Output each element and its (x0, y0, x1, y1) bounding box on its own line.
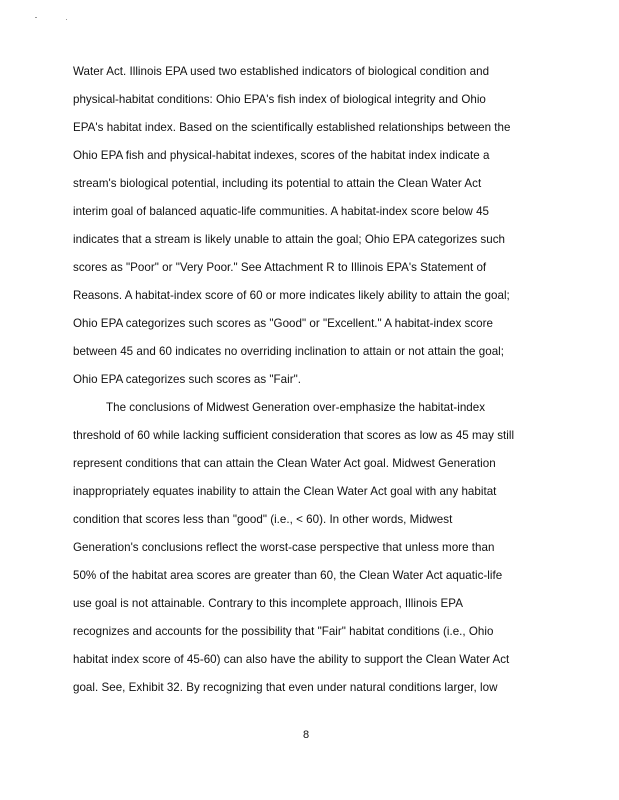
text-line: stream's biological potential, including its potential to attain the Clean Water Act (73, 177, 482, 190)
text-line: habitat index score of 45-60) can also have the ability to support the Clean Water Act (73, 653, 510, 666)
text-line: Ohio EPA categorizes such scores as "Fair". (73, 373, 301, 386)
text-line: recognizes and accounts for the possibility that "Fair" habitat conditions (i.e., Ohio (73, 625, 494, 638)
text-line: EPA's habitat index. Based on the scientifically established relationships between the (73, 121, 511, 134)
text-line: represent conditions that can attain the Clean Water Act goal. Midwest Generation (73, 457, 496, 470)
text-line: Reasons. A habitat-index score of 60 or more indicates likely ability to attain the goal; (73, 289, 510, 302)
text-line: indicates that a stream is likely unable to attain the goal; Ohio EPA categorizes such (73, 233, 506, 246)
text-line: use goal is not attainable. Contrary to this incomplete approach, Illinois EPA (73, 597, 463, 610)
text-line: goal. See, Exhibit 32. By recognizing that even under natural conditions larger, low (73, 681, 498, 694)
paragraph-first-line: The conclusions of Midwest Generation over-emphasize the habitat-index (106, 401, 486, 414)
text-line: threshold of 60 while lacking sufficient consideration that scores as low as 45 may still (73, 429, 515, 442)
page-number: 8 (302, 729, 310, 741)
scan-speck (66, 19, 67, 20)
text-line: Generation's conclusions reflect the worst-case perspective that unless more than (73, 541, 495, 554)
text-line: Ohio EPA categorizes such scores as "Good" or "Excellent." A habitat-index score (73, 317, 493, 330)
text-line: inappropriately equates inability to attain the Clean Water Act goal with any habitat (73, 485, 497, 498)
text-line: Ohio EPA fish and physical-habitat indexes, scores of the habitat index indicate a (73, 149, 490, 162)
text-line: between 45 and 60 indicates no overriding inclination to attain or not attain the goal; (73, 345, 505, 358)
text-line: condition that scores less than "good" (i.e., < 60). In other words, Midwest (73, 513, 453, 526)
text-line: interim goal of balanced aquatic-life communities. A habitat-index score below 45 (73, 205, 490, 218)
text-line: Water Act. Illinois EPA used two established indicators of biological condition and (73, 65, 490, 78)
text-line: 50% of the habitat area scores are greater than 60, the Clean Water Act aquatic-life (73, 569, 503, 582)
text-line: physical-habitat conditions: Ohio EPA's fish index of biological integrity and Ohio (73, 93, 486, 106)
scan-speck (35, 17, 37, 18)
text-line: scores as "Poor" or "Very Poor." See Attachment R to Illinois EPA's Statement of (73, 261, 487, 274)
